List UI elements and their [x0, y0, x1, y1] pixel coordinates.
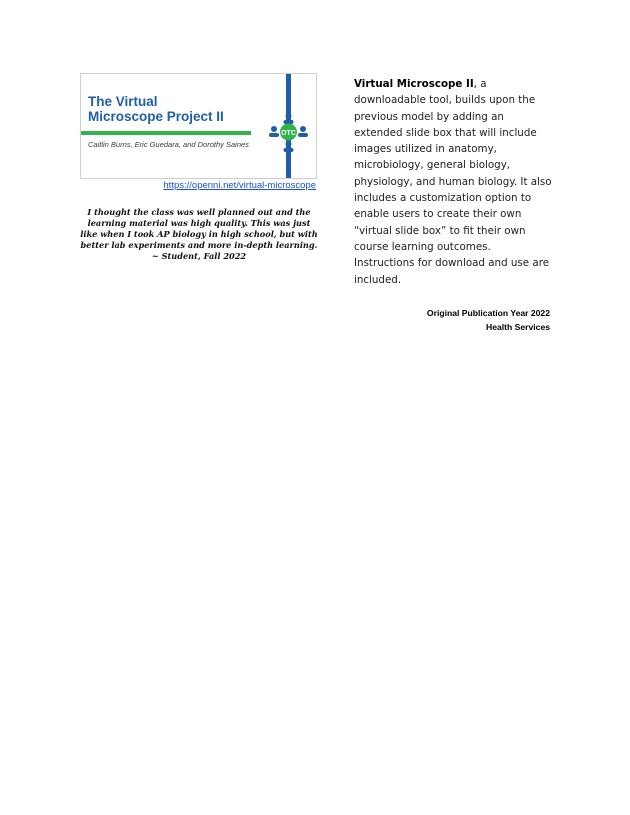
student-quote	[78, 207, 320, 262]
cover-title	[88, 94, 224, 124]
publication-department: Health Services	[485, 322, 550, 332]
virtual-microscope-link[interactable]: https://openni.net/virtual-microscope	[163, 180, 316, 191]
description-lead: Virtual Microscope II	[354, 78, 474, 90]
otc-logo-icon	[251, 74, 316, 178]
cover-authors: Caitlin Burns, Eric Guedara, and Dorothy Saines	[88, 140, 249, 149]
publication-year: Original Publication Year 2022	[426, 308, 550, 318]
cover-green-bar	[81, 131, 251, 135]
quote-text: I thought the class was well planned out and the learning material was high quality. This was just like when I took AP biology in high school, but with better lab experiments and more in-depth learning.	[80, 207, 318, 250]
cover-image	[80, 73, 317, 179]
description-paragraph	[354, 76, 554, 288]
logo-text: OTC	[281, 130, 296, 137]
cover-title-line-1: The Virtual	[88, 94, 158, 109]
description-body: , a downloadable tool, builds upon the previous model by adding an extended slide box that will include images utilized in anatomy, microbiology, general biology, physiology, and human biology. It also includes a customization option to enable users to create their own “virtual slide box” to fit their own course learning outcomes. Instructions for download and use are included.	[354, 78, 552, 286]
cover-title-line-2: Microscope Project II	[88, 109, 224, 124]
publication-info	[360, 306, 550, 334]
quote-attribution: ~ Student, Fall 2022	[151, 251, 247, 261]
